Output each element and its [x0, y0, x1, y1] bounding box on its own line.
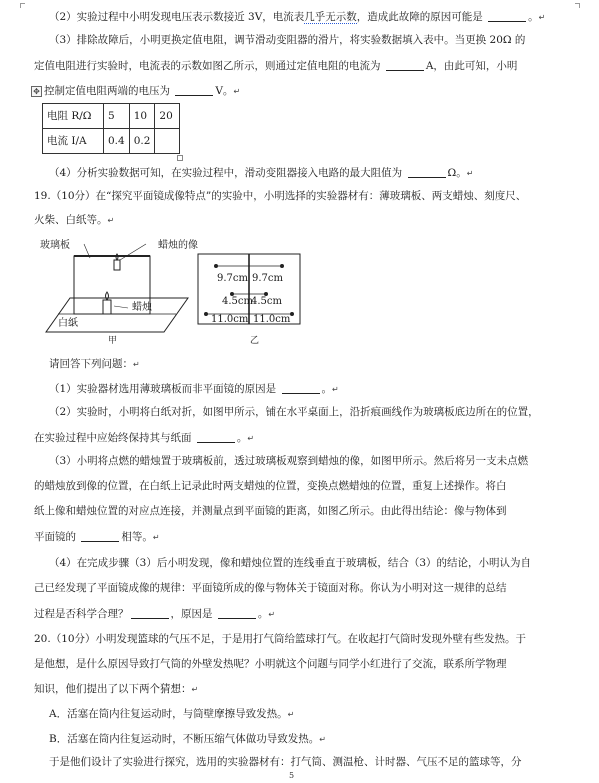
q20-option-b: B．活塞在筒内往复运动时，不断压缩气体做功导致发热。↵ — [49, 733, 326, 745]
point-mark — [214, 264, 218, 268]
answer-blank[interactable] — [175, 84, 213, 96]
answer-blank[interactable] — [408, 166, 446, 178]
table-row — [43, 104, 180, 129]
q20-option-a: A．活塞在筒内往复运动时，与筒壁摩擦导致发热。↵ — [49, 708, 295, 720]
q18-part3-line3: 控制定值电阻两端的电压为 V。↵ — [44, 85, 241, 97]
answer-blank[interactable] — [81, 530, 119, 542]
table-cell: 10 — [129, 104, 155, 129]
point-mark — [204, 312, 208, 316]
q20-stem-line2: 是他想，是什么原因导致打气筒的外壁发热呢？小明就这个问题与同学小红进行了交流，联系所学物理 — [34, 658, 507, 670]
q18-part3-line1: （3）排除故障后，小明更换定值电阻，调节滑动变阻器的滑片，将实验数据填入表中。当更换 20Ω 的 — [49, 34, 526, 46]
q20-stem-line3: 知识，他们提出了以下两个猜想：↵ — [34, 683, 199, 695]
q20-stem-line4: 于是他们设计了实验进行探究，选用的实验器材有：打气筒、测温枪、计时器、气压不足的篮球等，分 — [49, 756, 522, 768]
label-candle-image: 蜡烛的像 — [158, 240, 198, 251]
figure-a-caption: 甲 — [108, 336, 118, 346]
answer-blank[interactable] — [488, 10, 526, 22]
flame-shape — [106, 292, 109, 300]
table-cell: 0.2 — [129, 129, 155, 154]
figure-b-caption: 乙 — [250, 336, 260, 346]
resistance-current-table — [42, 103, 180, 154]
table-cell: 20 — [155, 104, 180, 129]
table-row — [43, 129, 180, 154]
distance-label: 4.5cm — [222, 296, 253, 307]
move-anchor-icon[interactable]: ✥ — [31, 86, 42, 97]
distance-label: 4.5cm — [251, 296, 282, 307]
q18-part4: （4）分析实验数据可知，在实验过程中，滑动变阻器接入电路的最大阻值为 Ω。↵ — [49, 167, 474, 179]
table-cell — [155, 129, 180, 154]
answer-blank[interactable] — [282, 382, 320, 394]
label-white-paper: 白纸 — [58, 318, 78, 329]
q19-part4-line1: （4）在完成步骤（3）后小明发现，像和蜡烛位置的连线垂直于玻璃板，结合（3）的结论，小明认为自 — [49, 557, 532, 569]
q19-part4-line3: 过程是否科学合理？ ，原因是 。↵ — [34, 608, 276, 620]
table-resize-handle[interactable] — [177, 155, 183, 161]
image-candle-shape — [114, 260, 120, 270]
distance-label: 11.0cm — [253, 314, 291, 325]
q19-part2-line2: 在实验过程中应始终保持其与纸面 。↵ — [34, 432, 255, 444]
answer-blank[interactable] — [218, 607, 256, 619]
q19-prompt: 请回答下列问题：↵ — [49, 358, 140, 370]
answer-blank[interactable] — [386, 59, 424, 71]
q19-part3-line2: 的蜡烛放到像的位置，在白纸上记录此时两支蜡烛的位置，变换点燃蜡烛的位置，重复上述操作。将白 — [34, 480, 507, 492]
label-candle: 蜡烛 — [132, 302, 152, 313]
q18-part3-line2: 定值电阻进行实验时，电流表的示数如图乙所示，则通过定值电阻的电流为 A，由此可知，小明 — [34, 60, 518, 72]
q19-stem-line1: 19.（10分）在“探究平面镜成像特点”的实验中，小明选择的实验器材有：薄玻璃板、两支蜡烛、刻度尺、 — [34, 190, 527, 202]
table-cell: 5 — [104, 104, 130, 129]
candle-shape — [103, 300, 111, 314]
distance-label: 9.7cm — [217, 273, 248, 284]
figure-mirror-setup — [40, 236, 196, 348]
q18-part2: （2）实验过程中小明发现电压表示数接近 3V，电流表几乎无示数，造成此故障的原因可能是 。↵ — [49, 11, 546, 23]
q19-part3-line3: 纸上像和蜡烛位置的对应点连接，并测量点到平面镜的距离，如图乙所示。由此得出结论：像与物体到 — [34, 505, 507, 517]
crop-mark — [20, 3, 25, 8]
crop-mark — [575, 3, 580, 8]
page-number: 5 — [289, 771, 295, 780]
q20-stem-line1: 20.（10分）小明发现篮球的气压不足，于是用打气筒给篮球打气。在收起打气筒时发现外壁有些发热。于 — [34, 633, 527, 645]
label-glass-plate: 玻璃板 — [40, 240, 70, 251]
table-cell: 电阻 R/Ω — [43, 104, 104, 129]
q19-part4-line2: 己已经发现了平面镜成像的规律：平面镜所成的像与物体关于镜面对称。你认为小明对这一规律的总结 — [34, 582, 507, 594]
table-cell: 0.4 — [104, 129, 130, 154]
table-cell: 电流 I/A — [43, 129, 104, 154]
q19-part3-line1: （3）小明将点燃的蜡烛置于玻璃板前，透过玻璃板观察到蜡烛的像，如图甲所示。然后将另一支未点燃 — [49, 455, 529, 467]
q19-stem-line2: 火柴、白纸等。↵ — [34, 214, 115, 226]
point-mark — [290, 312, 294, 316]
q19-part1: （1）实验器材选用薄玻璃板而非平面镜的原因是 。↵ — [49, 383, 339, 395]
answer-blank[interactable] — [131, 607, 169, 619]
q19-part3-line4: 平面镜的 相等。↵ — [34, 531, 160, 543]
q19-part2-line1: （2）实验时，小明将白纸对折，如图甲所示，铺在水平桌面上，沿折痕画线作为玻璃板底边所在的位置， — [49, 406, 539, 418]
point-mark — [280, 264, 284, 268]
distance-label: 9.7cm — [252, 273, 283, 284]
answer-blank[interactable] — [197, 431, 235, 443]
distance-label: 11.0cm — [211, 314, 249, 325]
